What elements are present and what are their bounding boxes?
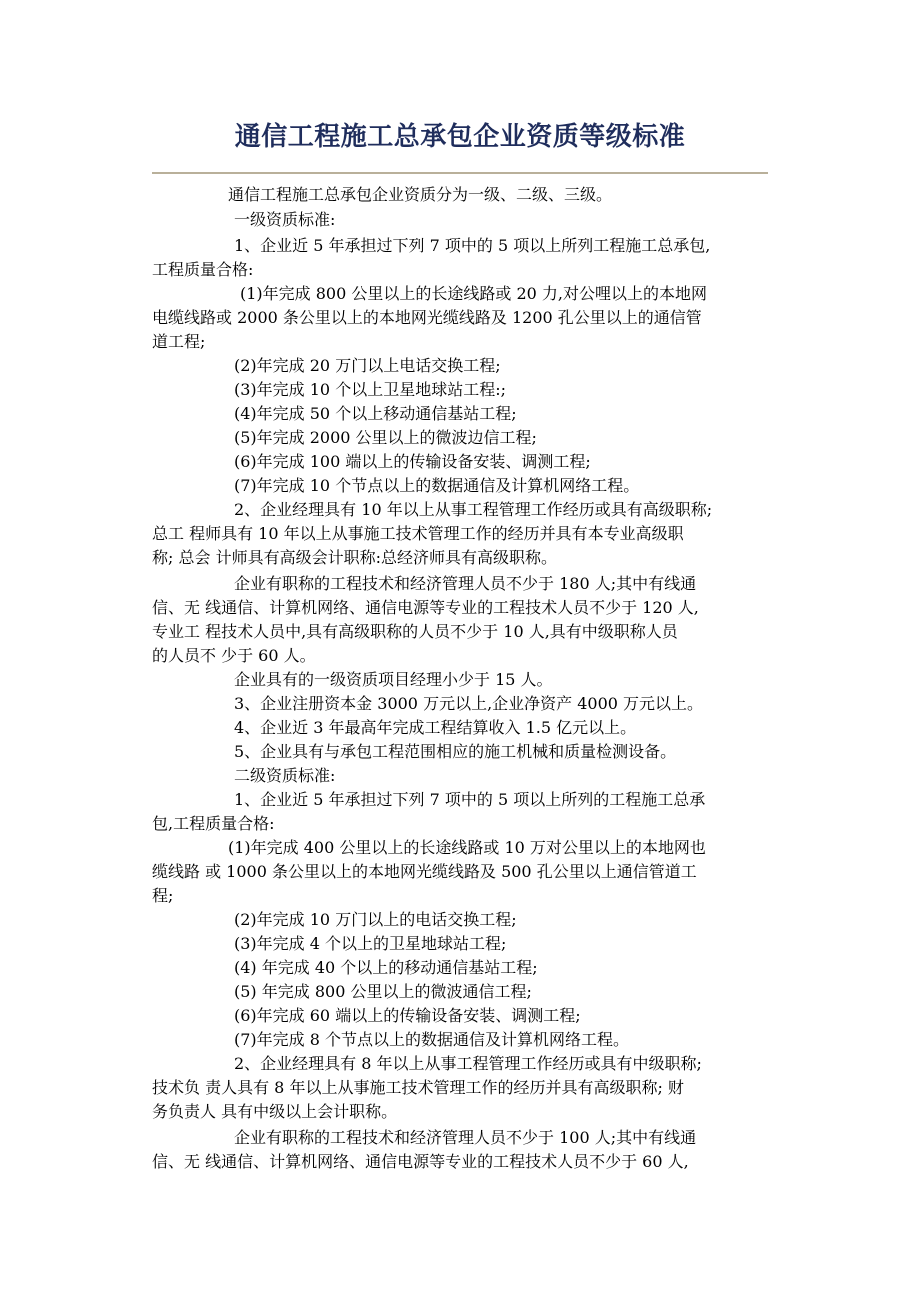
text-line: 1、企业近 5 年承担过下列 7 项中的 5 项以上所列工程施工总承包, bbox=[234, 236, 711, 255]
text-line: (7)年完成 10 个节点以上的数据通信及计算机网络工程。 bbox=[234, 476, 640, 495]
text-line: 工程质量合格: bbox=[152, 260, 254, 279]
text-line: (3)年完成 10 个以上卫星地球站工程:; bbox=[234, 380, 506, 399]
text-line: 程; bbox=[152, 886, 174, 905]
text-line: (1)年完成 800 公里以上的长途线路或 20 力,对公哩以上的本地网 bbox=[240, 284, 707, 303]
text-line: (7)年完成 8 个节点以上的数据通信及计算机网络工程。 bbox=[234, 1030, 630, 1049]
text-line: (5)年完成 2000 公里以上的微波边信工程; bbox=[234, 428, 537, 447]
text-line: (4) 年完成 40 个以上的移动通信基站工程; bbox=[234, 958, 538, 977]
text-line: (6)年完成 60 端以上的传输设备安装、调测工程; bbox=[234, 1006, 581, 1025]
text-line: 5、企业具有与承包工程范围相应的施工机械和质量检测设备。 bbox=[234, 742, 677, 761]
text-line: 信、无 线通信、计算机网络、通信电源等专业的工程技术人员不少于 60 人, bbox=[152, 1152, 689, 1171]
text-line: 二级资质标准: bbox=[234, 766, 336, 785]
text-line: 的人员不 少于 60 人。 bbox=[152, 646, 316, 665]
text-line: (1)年完成 400 公里以上的长途线路或 10 万对公里以上的本地网也 bbox=[228, 838, 706, 857]
text-line: (6)年完成 100 端以上的传输设备安装、调测工程; bbox=[234, 452, 591, 471]
text-line: 专业工 程技术人员中,具有高级职称的人员不少于 10 人,具有中级职称人员 bbox=[152, 622, 678, 641]
text-line: (2)年完成 20 万门以上电话交换工程; bbox=[234, 356, 501, 375]
text-line: 企业有职称的工程技术和经济管理人员不少于 100 人;其中有线通 bbox=[234, 1128, 697, 1147]
text-line: 企业具有的一级资质项目经理小少于 15 人。 bbox=[234, 670, 553, 689]
text-line: 一级资质标准: bbox=[234, 210, 336, 229]
text-line: 缆线路 或 1000 条公里以上的本地网光缆线路及 500 孔公里以上通信管道工 bbox=[152, 862, 697, 881]
text-line: 1、企业近 5 年承担过下列 7 项中的 5 项以上所列的工程施工总承 bbox=[234, 790, 706, 809]
text-line: 技术负 责人具有 8 年以上从事施工技术管理工作的经历并具有高级职称; 财 bbox=[152, 1078, 684, 1097]
text-line: 总工 程师具有 10 年以上从事施工技术管理工作的经历并具有本专业高级职 bbox=[152, 524, 684, 543]
text-line: 通信工程施工总承包企业资质分为一级、二级、三级。 bbox=[228, 185, 613, 204]
text-line: 4、企业近 3 年最高年完成工程结算收入 1.5 亿元以上。 bbox=[234, 718, 637, 737]
text-line: 务负责人 具有中级以上会计职称。 bbox=[152, 1102, 398, 1121]
text-line: (5) 年完成 800 公里以上的微波通信工程; bbox=[234, 982, 532, 1001]
text-line: 道工程; bbox=[152, 332, 206, 351]
text-line: 2、企业经理具有 8 年以上从事工程管理工作经历或具有中级职称; bbox=[234, 1054, 702, 1073]
text-line: 称; 总会 计师具有高级会计职称:总经济师具有高级职称。 bbox=[152, 548, 557, 567]
text-line: 3、企业注册资本金 3000 万元以上,企业净资产 4000 万元以上。 bbox=[234, 694, 704, 713]
text-line: (3)年完成 4 个以上的卫星地球站工程; bbox=[234, 934, 507, 953]
text-line: 2、企业经理具有 10 年以上从事工程管理工作经历或具有高级职称; bbox=[234, 500, 713, 519]
text-line: 企业有职称的工程技术和经济管理人员不少于 180 人;其中有线通 bbox=[234, 574, 697, 593]
text-line: (2)年完成 10 万门以上的电话交换工程; bbox=[234, 910, 517, 929]
text-line: 电缆线路或 2000 条公里以上的本地网光缆线路及 1200 孔公里以上的通信管 bbox=[152, 308, 702, 327]
text-line: 信、无 线通信、计算机网络、通信电源等专业的工程技术人员不少于 120 人, bbox=[152, 598, 699, 617]
text-line: 包,工程质量合格: bbox=[152, 814, 275, 833]
document-title: 通信工程施工总承包企业资质等级标准 bbox=[234, 122, 686, 152]
text-line: (4)年完成 50 个以上移动通信基站工程; bbox=[234, 404, 517, 423]
